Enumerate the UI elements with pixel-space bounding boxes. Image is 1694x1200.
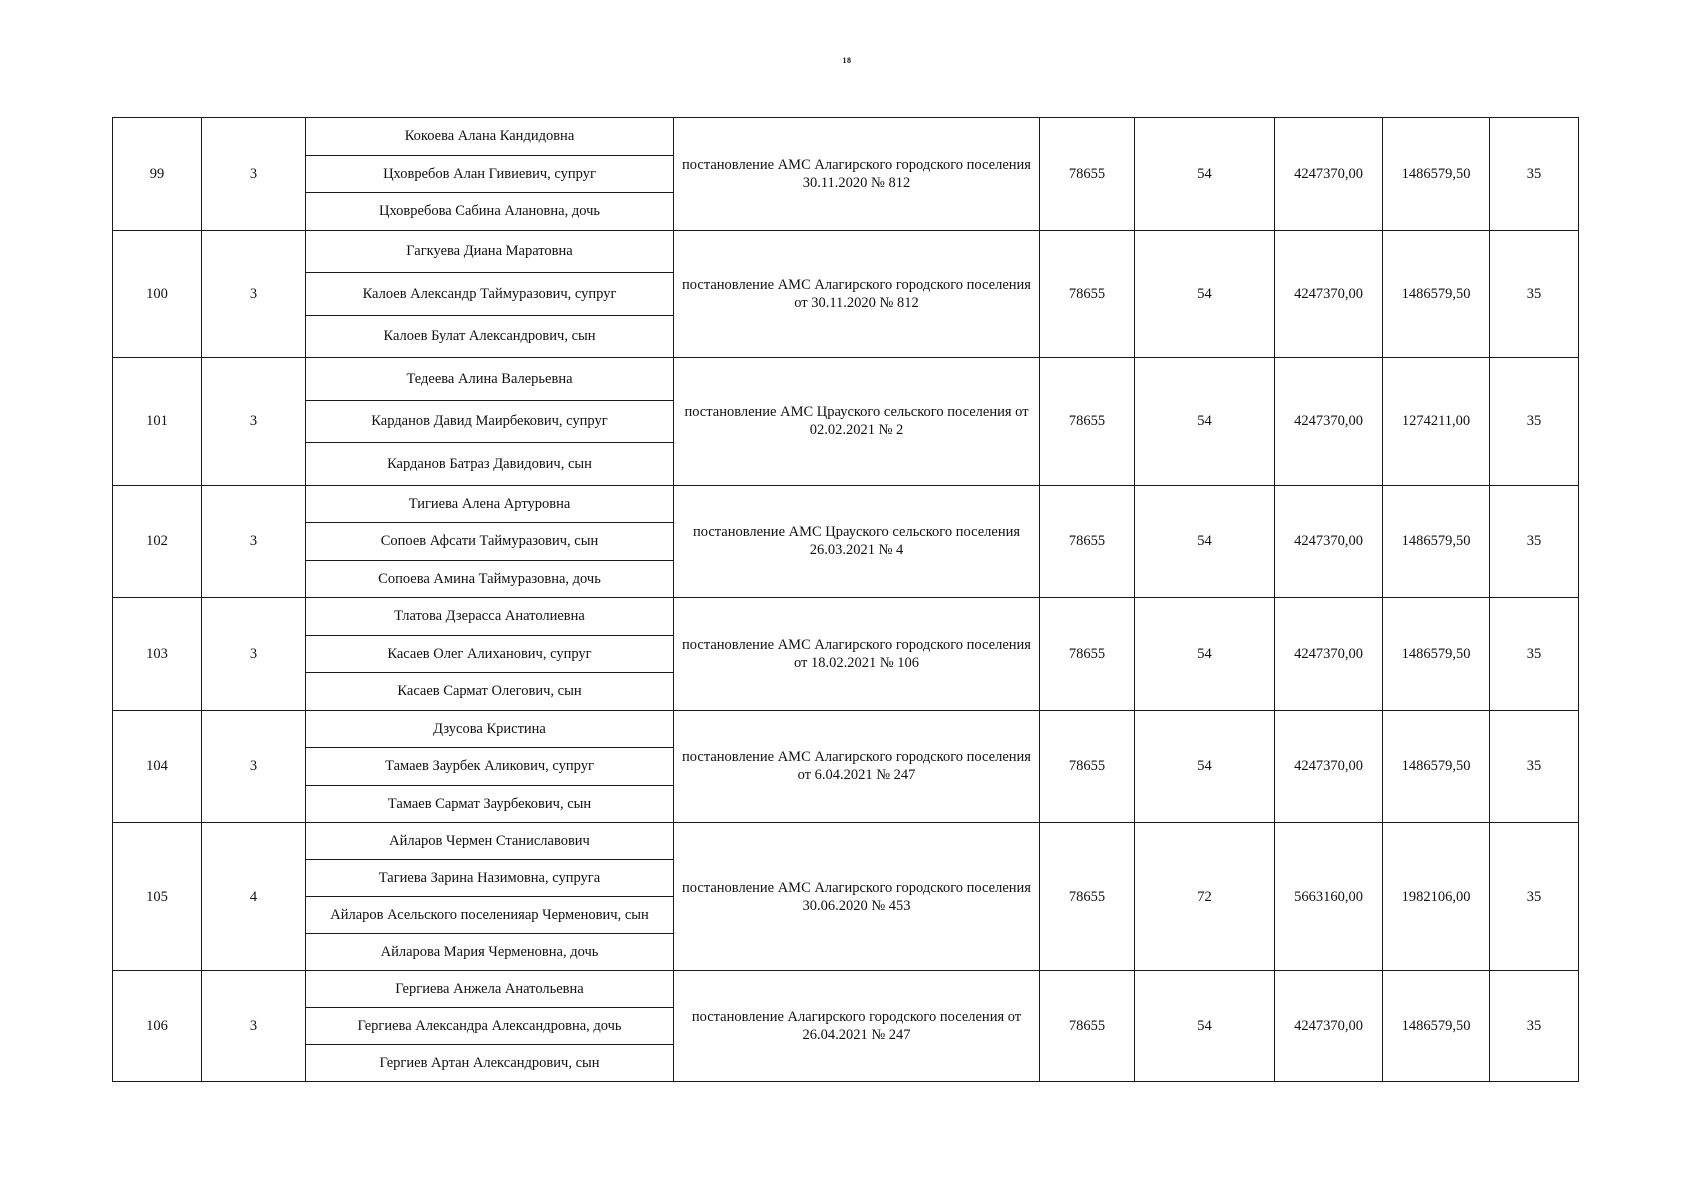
cell-no: 106	[113, 971, 202, 1082]
cell-col-c: 4247370,00	[1275, 230, 1383, 358]
cell-col-a: 78655	[1040, 598, 1135, 711]
cell-member: Карданов Давид Маирбекович, супруг	[306, 400, 674, 443]
cell-member: Тагиева Зарина Назимовна, супруга	[306, 860, 674, 897]
cell-col-a: 78655	[1040, 971, 1135, 1082]
cell-members-count: 4	[202, 823, 306, 971]
cell-member: Тигиева Алена Артуровна	[306, 485, 674, 523]
cell-member: Калоев Александр Таймуразович, супруг	[306, 273, 674, 316]
cell-col-e: 35	[1490, 823, 1579, 971]
cell-col-b: 54	[1135, 710, 1275, 823]
cell-col-a: 78655	[1040, 230, 1135, 358]
cell-col-c: 4247370,00	[1275, 358, 1383, 486]
table-row	[113, 485, 1579, 523]
cell-no: 103	[113, 598, 202, 711]
cell-col-b: 54	[1135, 358, 1275, 486]
cell-col-e: 35	[1490, 971, 1579, 1082]
cell-member: Гергиева Александра Александровна, дочь	[306, 1008, 674, 1045]
cell-col-a: 78655	[1040, 823, 1135, 971]
cell-col-b: 54	[1135, 118, 1275, 231]
cell-col-b: 54	[1135, 485, 1275, 598]
cell-members-count: 3	[202, 118, 306, 231]
cell-member: Карданов Батраз Давидович, сын	[306, 443, 674, 486]
cell-col-d: 1274211,00	[1383, 358, 1490, 486]
cell-col-a: 78655	[1040, 710, 1135, 823]
cell-decision: постановление АМС Црауского сельского поселения 26.03.2021 № 4	[674, 485, 1040, 598]
cell-col-e: 35	[1490, 485, 1579, 598]
cell-decision: постановление АМС Алагирского городского поселения 30.11.2020 № 812	[674, 118, 1040, 231]
cell-no: 100	[113, 230, 202, 358]
cell-member: Тлатова Дзерасса Анатолиевна	[306, 598, 674, 636]
cell-decision: постановление АМС Алагирского городского поселения от 30.11.2020 № 812	[674, 230, 1040, 358]
page-number: 18	[842, 56, 852, 65]
cell-col-a: 78655	[1040, 358, 1135, 486]
cell-member: Тамаев Сармат Заурбекович, сын	[306, 785, 674, 823]
cell-col-c: 4247370,00	[1275, 485, 1383, 598]
cell-member: Айларов Чермен Станиславович	[306, 823, 674, 860]
cell-decision: постановление АМС Алагирского городского поселения от 18.02.2021 № 106	[674, 598, 1040, 711]
cell-col-c: 5663160,00	[1275, 823, 1383, 971]
cell-col-d: 1982106,00	[1383, 823, 1490, 971]
table-row	[113, 118, 1579, 156]
cell-member: Цховребов Алан Гивиевич, супруг	[306, 155, 674, 193]
cell-members-count: 3	[202, 358, 306, 486]
table-row	[113, 598, 1579, 636]
table-row	[113, 230, 1579, 273]
cell-member: Сопоев Афсати Таймуразович, сын	[306, 523, 674, 561]
cell-no: 102	[113, 485, 202, 598]
cell-members-count: 3	[202, 971, 306, 1082]
cell-col-e: 35	[1490, 230, 1579, 358]
cell-decision: постановление АМС Алагирского городского поселения 30.06.2020 № 453	[674, 823, 1040, 971]
cell-col-b: 54	[1135, 971, 1275, 1082]
cell-col-a: 78655	[1040, 118, 1135, 231]
cell-col-b: 54	[1135, 230, 1275, 358]
cell-no: 104	[113, 710, 202, 823]
cell-col-b: 72	[1135, 823, 1275, 971]
cell-member: Гергиев Артан Александрович, сын	[306, 1045, 674, 1082]
cell-col-d: 1486579,50	[1383, 971, 1490, 1082]
cell-no: 105	[113, 823, 202, 971]
cell-members-count: 3	[202, 598, 306, 711]
cell-member: Тедеева Алина Валерьевна	[306, 358, 674, 401]
cell-member: Дзусова Кристина	[306, 710, 674, 748]
cell-decision: постановление АМС Црауского сельского поселения от 02.02.2021 № 2	[674, 358, 1040, 486]
cell-col-c: 4247370,00	[1275, 598, 1383, 711]
cell-decision: постановление АМС Алагирского городского поселения от 6.04.2021 № 247	[674, 710, 1040, 823]
cell-member: Касаев Олег Алиханович, супруг	[306, 635, 674, 673]
cell-members-count: 3	[202, 485, 306, 598]
cell-member: Тамаев Заурбек Аликович, супруг	[306, 748, 674, 786]
cell-members-count: 3	[202, 710, 306, 823]
cell-col-e: 35	[1490, 118, 1579, 231]
cell-members-count: 3	[202, 230, 306, 358]
cell-col-a: 78655	[1040, 485, 1135, 598]
cell-member: Гергиева Анжела Анатольевна	[306, 971, 674, 1008]
cell-member: Цховребова Сабина Алановна, дочь	[306, 193, 674, 231]
cell-member: Кокоева Алана Кандидовна	[306, 118, 674, 156]
cell-col-d: 1486579,50	[1383, 485, 1490, 598]
cell-no: 99	[113, 118, 202, 231]
cell-member: Касаев Сармат Олегович, сын	[306, 673, 674, 711]
cell-col-d: 1486579,50	[1383, 230, 1490, 358]
cell-decision: постановление Алагирского городского поселения от 26.04.2021 № 247	[674, 971, 1040, 1082]
table-row	[113, 823, 1579, 860]
cell-col-d: 1486579,50	[1383, 598, 1490, 711]
cell-col-c: 4247370,00	[1275, 971, 1383, 1082]
cell-member: Гагкуева Диана Маратовна	[306, 230, 674, 273]
cell-col-b: 54	[1135, 598, 1275, 711]
cell-member: Сопоева Амина Таймуразовна, дочь	[306, 560, 674, 598]
cell-col-c: 4247370,00	[1275, 118, 1383, 231]
registry-body	[113, 118, 1579, 1082]
cell-col-d: 1486579,50	[1383, 710, 1490, 823]
cell-col-c: 4247370,00	[1275, 710, 1383, 823]
table-row	[113, 710, 1579, 748]
cell-col-e: 35	[1490, 598, 1579, 711]
cell-col-e: 35	[1490, 710, 1579, 823]
cell-col-d: 1486579,50	[1383, 118, 1490, 231]
cell-no: 101	[113, 358, 202, 486]
cell-member: Айларова Мария Черменовна, дочь	[306, 934, 674, 971]
registry-table	[112, 117, 1579, 1082]
cell-member: Калоев Булат Александрович, сын	[306, 315, 674, 358]
cell-member: Айларов Асельского поселенияар Черменович, сын	[306, 897, 674, 934]
table-row	[113, 971, 1579, 1008]
cell-col-e: 35	[1490, 358, 1579, 486]
table-row	[113, 358, 1579, 401]
